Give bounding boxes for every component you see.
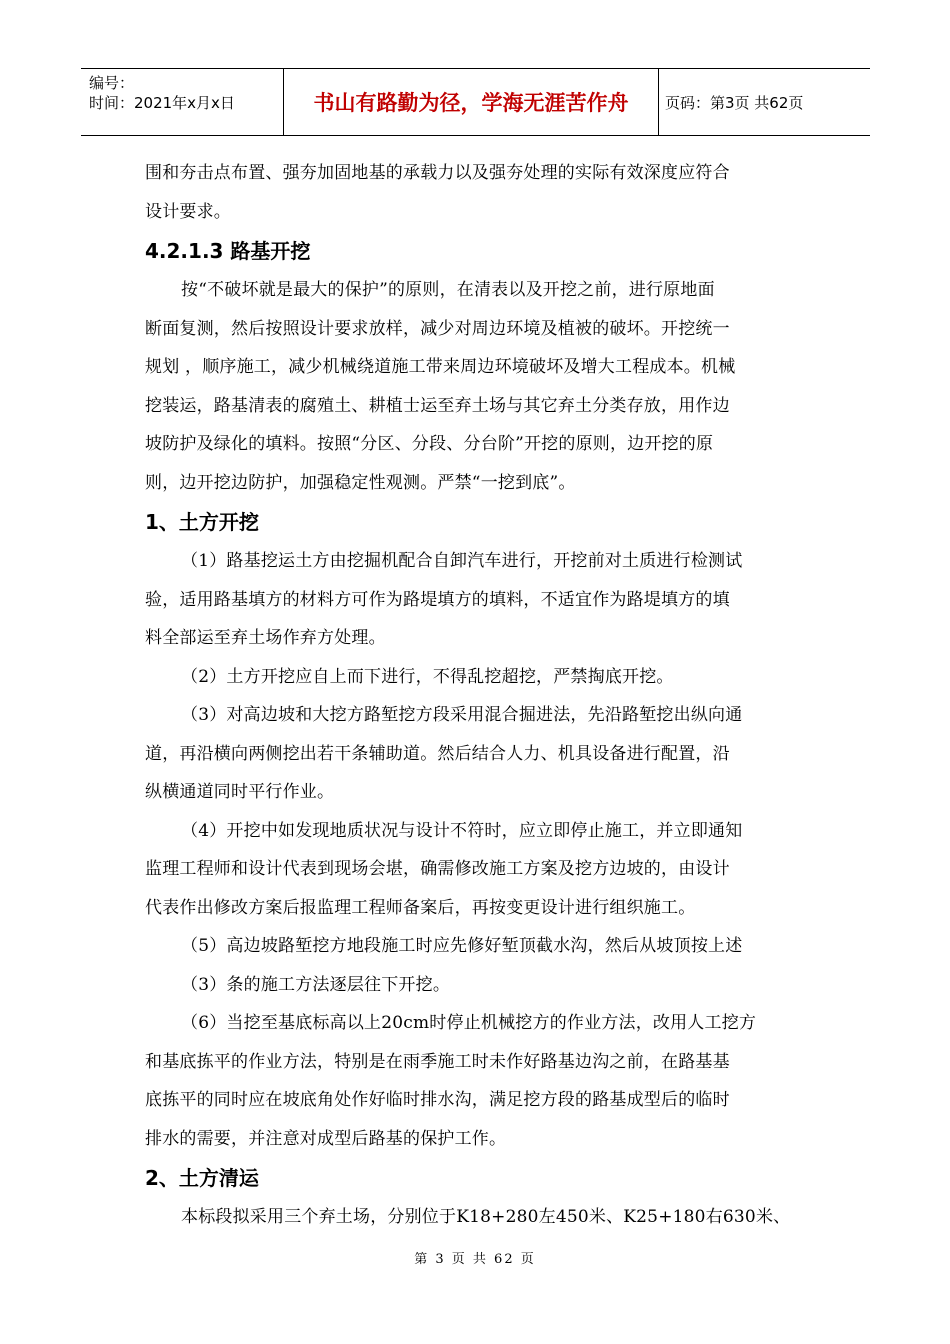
- body-line: （3）条的施工方法逐层往下开挖。: [181, 974, 451, 995]
- body-line: 监理工程师和设计代表到现场会堪，确需修改施工方案及挖方边坡的，由设计: [145, 859, 730, 879]
- body-line: （6）当挖至基底标高以上20cm时停止机械挖方的作业方法，改用人工挖方: [181, 1013, 757, 1033]
- body-line: 坡防护及绿化的填料。按照“分区、分段、分台阶”开挖的原则，边开挖的原: [145, 434, 714, 454]
- body-line: 按“不破坏就是最大的保护”的原则，在清表以及开挖之前，进行原地面: [181, 280, 715, 300]
- body-line: 道，再沿横向两侧挖出若干条辅助道。然后结合人力、机具设备进行配置，沿: [145, 743, 730, 764]
- section-heading: 2、土方清运: [145, 1166, 259, 1190]
- body-line: 规划 ，顺序施工，减少机械绕道施工带来周边环境破坏及增大工程成本。机械: [145, 357, 736, 377]
- body-line: 底拣平的同时应在坡底角处作好临时排水沟，满足挖方段的路基成型后的临时: [145, 1090, 730, 1110]
- document-number-label: 编号：: [89, 74, 135, 92]
- body-line: （3）对高边坡和大挖方路堑挖方段采用混合掘进法，先沿路堑挖出纵向通: [181, 705, 743, 725]
- body-line: 纵横通道同时平行作业。: [145, 782, 335, 802]
- body-line: （1）路基挖运土方由挖掘机配合自卸汽车进行，开挖前对土质进行检测试: [181, 551, 743, 571]
- document-body: [145, 154, 811, 1237]
- document-time-label: 时间：2021年x月x日: [89, 94, 235, 112]
- body-line: 挖装运，路基清表的腐殖土、耕植士运至弃土场与其它弃土分类存放，用作边: [145, 395, 730, 416]
- header-page-info: 页码：第3页 共62页: [665, 93, 804, 112]
- body-line: 围和夯击点布置、强夯加固地基的承载力以及强夯处理的实际有效深度应符合: [145, 163, 730, 183]
- document-header: [81, 68, 870, 136]
- body-line: 设计要求。: [145, 201, 231, 222]
- body-line: 代表作出修改方案后报监理工程师备案后，再按变更设计进行组织施工。: [145, 897, 696, 918]
- body-line: （5）高边坡路堑挖方地段施工时应先修好堑顶截水沟，然后从坡顶按上述: [181, 936, 743, 956]
- section-heading: 1、土方开挖: [145, 510, 259, 534]
- body-line: 则，边开挖边防护，加强稳定性观测。严禁“一挖到底”。: [145, 472, 576, 493]
- body-line: （4）开挖中如发现地质状况与设计不符时，应立即停止施工，并立即通知: [181, 820, 743, 841]
- header-motto: 书山有路勤为径，学海无涯苦作舟: [283, 69, 659, 135]
- page-footer: 第 3 页 共 62 页: [414, 1252, 536, 1267]
- body-line: 本标段拟采用三个弃土场，分别位于K18+280左450米、K25+180右630米、: [181, 1207, 791, 1227]
- body-line: （2）土方开挖应自上而下进行，不得乱挖超挖，严禁掏底开挖。: [181, 666, 674, 687]
- body-line: 排水的需要，并注意对成型后路基的保护工作。: [145, 1128, 507, 1149]
- body-line: 料全部运至弃土场作弃方处理。: [145, 628, 386, 648]
- body-line: 断面复测，然后按照设计要求放样，减少对周边环境及植被的破坏。开挖统一: [145, 318, 730, 339]
- header-meta: [81, 69, 283, 135]
- body-line: 和基底拣平的作业方法，特别是在雨季施工时未作好路基边沟之前，在路基基: [145, 1051, 730, 1072]
- body-line: 验，适用路基填方的材料方可作为路堤填方的填料，不适宜作为路堤填方的填: [145, 589, 730, 610]
- section-heading: 4.2.1.3 路基开挖: [145, 239, 311, 263]
